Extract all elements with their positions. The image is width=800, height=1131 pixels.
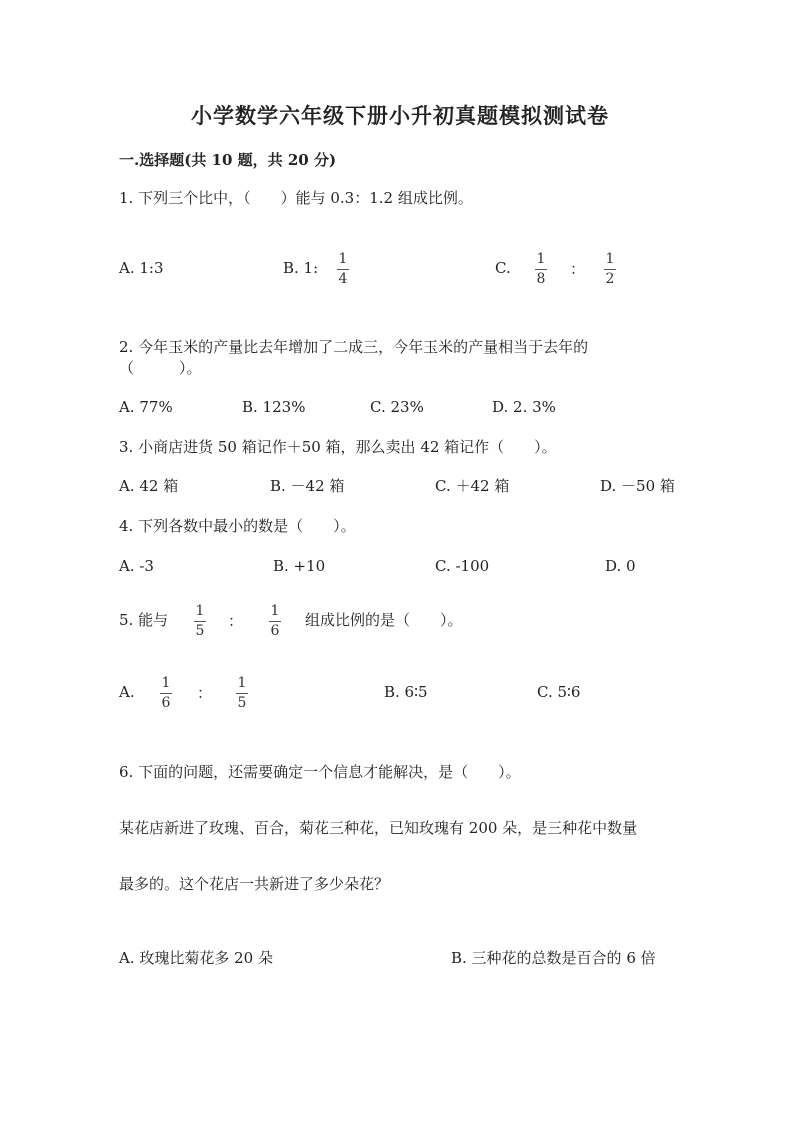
fraction-numerator: 1	[161, 675, 171, 691]
question-5-option-a-prefix: A.	[119, 683, 135, 701]
question-5-stem-fraction-1	[194, 603, 206, 639]
fraction-numerator: 1	[270, 603, 280, 619]
question-5-stem-colon: ：	[228, 612, 244, 630]
question-1-option-b-prefix: B. 1:	[283, 259, 319, 277]
fraction-denominator: 2	[605, 271, 615, 287]
fraction-bar	[604, 269, 616, 270]
question-5-option-c: C. 5∶6	[537, 683, 581, 701]
question-6-context-line-1: 某花店新进了玫瑰、百合，菊花三种花，已知玫瑰有 200 朵，是三种花中数量	[119, 819, 638, 837]
fraction-numerator: 1	[237, 675, 247, 691]
question-1-option-a: A. 1:3	[119, 259, 164, 277]
question-3-option-b: B. －42 箱	[270, 477, 345, 495]
question-3-option-c: C. ＋42 箱	[435, 477, 510, 495]
fraction-bar	[160, 693, 172, 694]
question-3-option-d: D. －50 箱	[600, 477, 675, 495]
fraction-denominator: 8	[536, 271, 546, 287]
question-5-option-b: B. 6∶5	[384, 683, 428, 701]
question-6-stem: 6. 下面的问题，还需要确定一个信息才能解决，是（ ）。	[119, 763, 521, 781]
fraction-denominator: 4	[338, 271, 348, 287]
question-2-stem-line-1: 2. 今年玉米的产量比去年增加了二成三，今年玉米的产量相当于去年的	[119, 338, 589, 356]
page-title: 小学数学六年级下册小升初真题模拟测试卷	[191, 103, 609, 128]
question-2-option-b: B. 123%	[242, 398, 306, 416]
question-5-option-a-fraction-2	[236, 675, 248, 711]
section-heading: 一.选择题(共 10 题，共 20 分)	[119, 151, 337, 169]
question-5-option-a-fraction-1	[160, 675, 172, 711]
question-2-option-c: C. 23%	[370, 398, 424, 416]
question-1-stem: 1. 下列三个比中，（ ）能与 0.3：1.2 组成比例。	[119, 189, 473, 207]
fraction-bar	[269, 621, 281, 622]
question-1-option-b-fraction	[337, 251, 349, 287]
fraction-bar	[194, 621, 206, 622]
fraction-denominator: 6	[270, 623, 280, 639]
fraction-denominator: 5	[195, 623, 205, 639]
question-4-stem: 4. 下列各数中最小的数是（ ）。	[119, 517, 356, 535]
question-4-option-c: C. -100	[435, 557, 490, 575]
question-1-option-c-prefix: C.	[495, 259, 511, 277]
question-5-stem-fraction-2	[269, 603, 281, 639]
fraction-numerator: 1	[605, 251, 615, 267]
fraction-denominator: 5	[237, 695, 247, 711]
question-6-context-line-2: 最多的。这个花店一共新进了多少朵花？	[119, 875, 390, 893]
question-1-option-c-colon: ：	[570, 260, 586, 278]
question-2-option-d: D. 2. 3%	[492, 398, 556, 416]
question-5-stem-suffix: 组成比例的是（ ）。	[305, 611, 463, 629]
fraction-denominator: 6	[161, 695, 171, 711]
question-6-option-b: B. 三种花的总数是百合的 6 倍	[451, 949, 656, 967]
question-1-option-c-fraction-1	[535, 251, 547, 287]
fraction-numerator: 1	[338, 251, 348, 267]
fraction-numerator: 1	[536, 251, 546, 267]
question-6-option-a: A. 玫瑰比菊花多 20 朵	[119, 949, 273, 967]
question-4-option-b: B. +10	[273, 557, 326, 575]
fraction-bar	[337, 269, 349, 270]
fraction-bar	[236, 693, 248, 694]
question-4-option-a: A. -3	[119, 557, 154, 575]
question-1-option-c-fraction-2	[604, 251, 616, 287]
fraction-bar	[535, 269, 547, 270]
question-4-option-d: D. 0	[605, 557, 636, 575]
question-3-option-a: A. 42 箱	[119, 477, 179, 495]
question-5-option-a-colon: ：	[197, 684, 213, 702]
question-2-stem-line-2: （ ）。	[119, 359, 202, 377]
question-5-stem-prefix: 5. 能与	[119, 611, 169, 629]
question-3-stem: 3. 小商店进货 50 箱记作＋50 箱，那么卖出 42 箱记作（ ）。	[119, 438, 557, 456]
question-2-option-a: A. 77%	[119, 398, 173, 416]
fraction-numerator: 1	[195, 603, 205, 619]
